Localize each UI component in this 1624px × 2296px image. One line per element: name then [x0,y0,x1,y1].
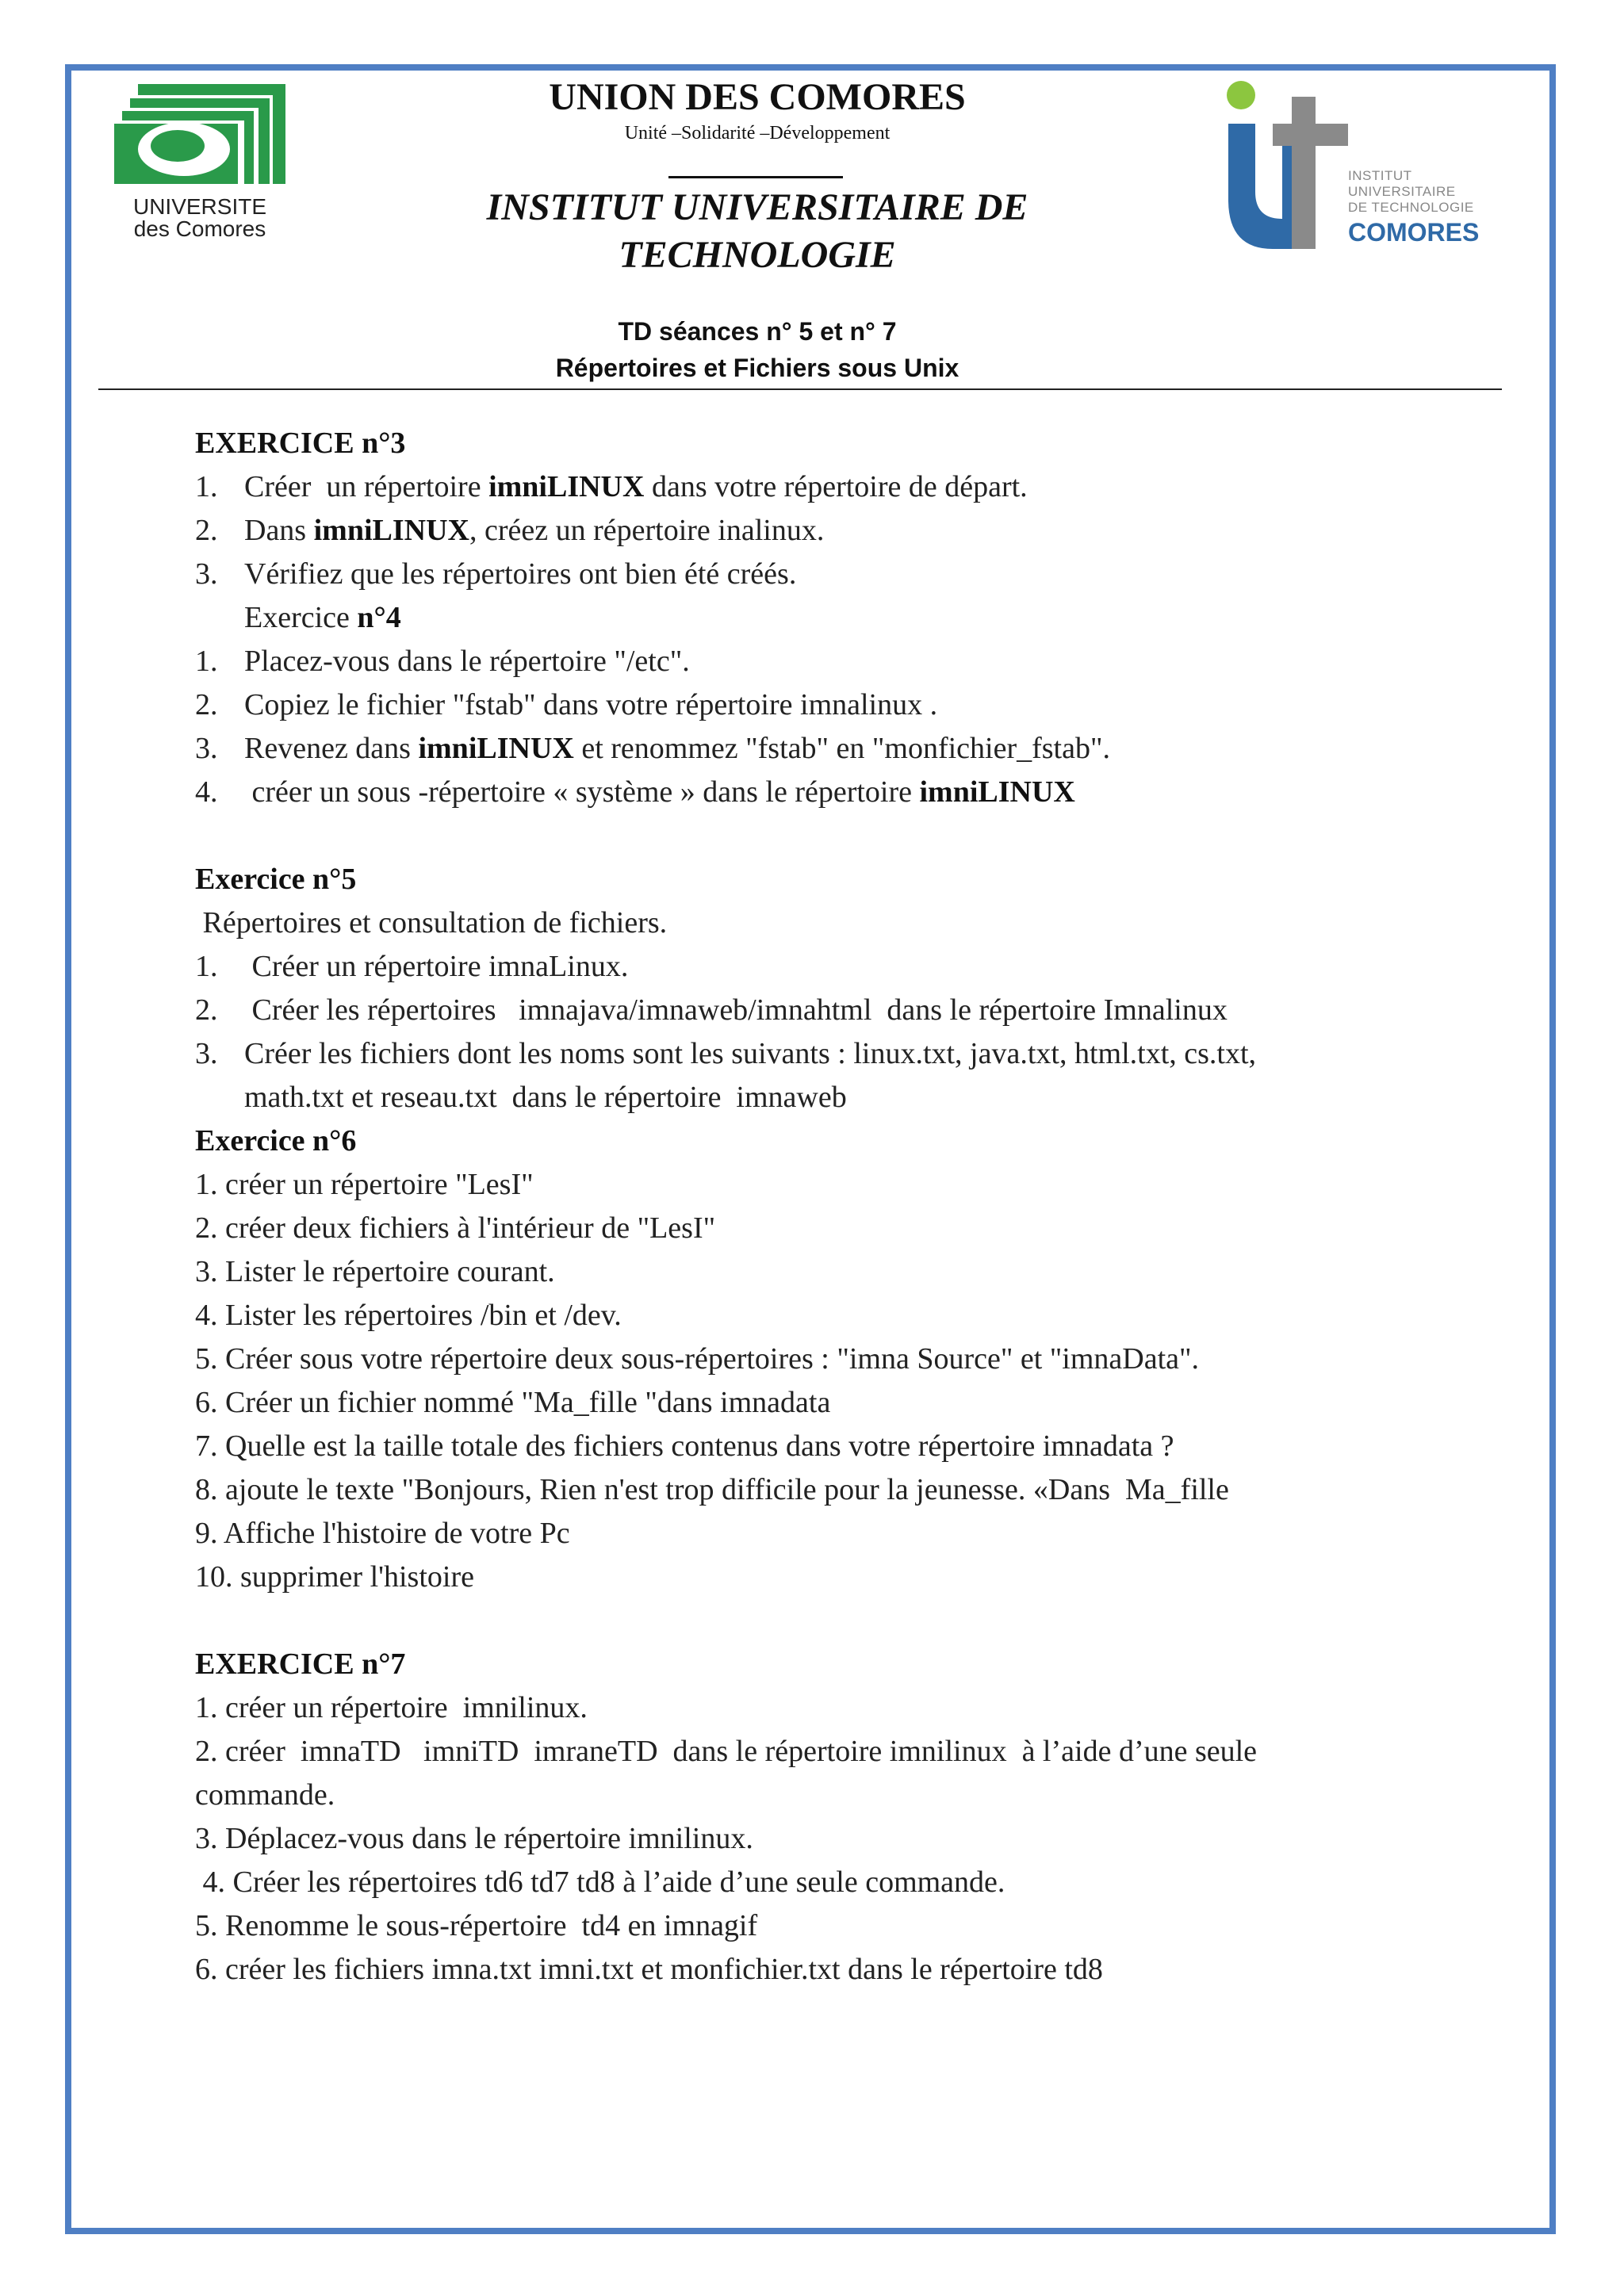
iut-label-l2: UNIVERSITAIRE [1348,184,1456,199]
country-name: UNION DES COMORES [549,76,966,118]
ex5-item: 3. Créer les fichiers dont les noms sont les suivants : linux.txt, java.txt, html.txt, cs.txt, [195,1037,1257,1070]
iut-label-l1: INSTITUT [1348,168,1412,183]
exercise-7-title: EXERCICE n°7 [195,1647,406,1681]
ex4-item: 2. Copiez le fichier "fstab" dans votre répertoire imnalinux . [195,688,938,721]
exercise-4-title: Exercice n°4 [244,601,401,634]
institute-line2: TECHNOLOGIE [619,234,896,276]
ex7-item: 2. créer imnaTD imniTD imraneTD dans le répertoire imnilinux à l’aide d’une seule [195,1735,1258,1768]
spacer [195,814,1480,858]
ex7-item: 3. Déplacez-vous dans le répertoire imnilinux. [195,1822,753,1855]
ex6-item: 4. Lister les répertoires /bin et /dev. [195,1299,622,1332]
universite-label-line1: UNIVERSITE [132,194,267,219]
ex3-item: 1. Créer un répertoire imniLINUX dans votre répertoire de départ. [195,470,1028,503]
ex6-item: 9. Affiche l'histoire de votre Pc [195,1517,570,1550]
td-subtitle: Répertoires et Fichiers sous Unix [555,354,959,382]
ex6-item: 10. supprimer l'histoire [195,1560,474,1594]
iut-emblem-icon [1217,73,1348,263]
motto: Unité –Solidarité –Développement [624,123,891,144]
ex4-item: 1. Placez-vous dans le répertoire "/etc". [195,645,690,678]
ex7-item: 6. créer les fichiers imna.txt imni.txt et monfichier.txt dans le répertoire td8 [195,1953,1103,1986]
title-rule [98,388,1502,390]
universite-emblem-icon [114,82,285,193]
ex5-item-continuation: math.txt et reseau.txt dans le répertoire imnaweb [244,1081,847,1114]
exercise-content [195,422,1480,1992]
ex3-item: 3. Vérifiez que les répertoires ont bien été créés. [195,557,797,591]
ex7-item: 1. créer un répertoire imnilinux. [195,1691,588,1724]
ex4-item: 3. Revenez dans imniLINUX et renommez "fstab" en "monfichier_fstab". [195,732,1110,765]
ex6-item: 2. créer deux fichiers à l'intérieur de "LesI" [195,1211,716,1245]
exercise-5-title: Exercice n°5 [195,863,357,896]
institute-line1: INSTITUT UNIVERSITAIRE DE [486,186,1028,228]
ex7-item: commande. [195,1778,335,1812]
universite-logo [114,82,285,239]
institute-name [428,184,1086,279]
ex6-item: 1. créer un répertoire "LesI" [195,1168,534,1201]
spacer [195,1599,1480,1643]
iut-logo [1217,73,1479,263]
iut-label-l3: DE TECHNOLOGIE [1348,200,1474,215]
td-title: TD séances n° 5 et n° 7 [618,317,897,346]
ex6-item: 5. Créer sous votre répertoire deux sous-répertoires : "imna Source" et "imnaData". [195,1342,1200,1376]
header-rule [668,176,843,178]
ex6-item: 6. Créer un fichier nommé "Ma_fille "dans imnadata [195,1386,831,1419]
ex6-item: 8. ajoute le texte "Bonjours, Rien n'est trop difficile pour la jeunesse. «Dans Ma_fille [195,1473,1229,1506]
iut-label-comores: COMORES [1348,218,1480,247]
exercise-3-title: EXERCICE n°3 [195,427,406,460]
ex5-item: 1. Créer un répertoire imnaLinux. [195,950,629,983]
ex6-item: 7. Quelle est la taille totale des fichiers contenus dans votre répertoire imnadata ? [195,1429,1174,1463]
ex5-intro: Répertoires et consultation de fichiers. [195,906,668,939]
ex7-item: 5. Renomme le sous-répertoire td4 en imnagif [195,1909,758,1942]
ex3-item: 2. Dans imniLINUX, créez un répertoire inalinux. [195,514,825,547]
universite-label-line2: des Comores [133,216,266,241]
exercise-6-title: Exercice n°6 [195,1124,357,1158]
ex7-item: 4. Créer les répertoires td6 td7 td8 à l’aide d’une seule commande. [195,1866,1005,1899]
ex5-item: 2. Créer les répertoires imnajava/imnaweb/imnahtml dans le répertoire Imnalinux [195,993,1228,1027]
ex6-item: 3. Lister le répertoire courant. [195,1255,555,1288]
ex4-item: 4. créer un sous -répertoire « système » dans le répertoire imniLINUX [195,775,1075,809]
